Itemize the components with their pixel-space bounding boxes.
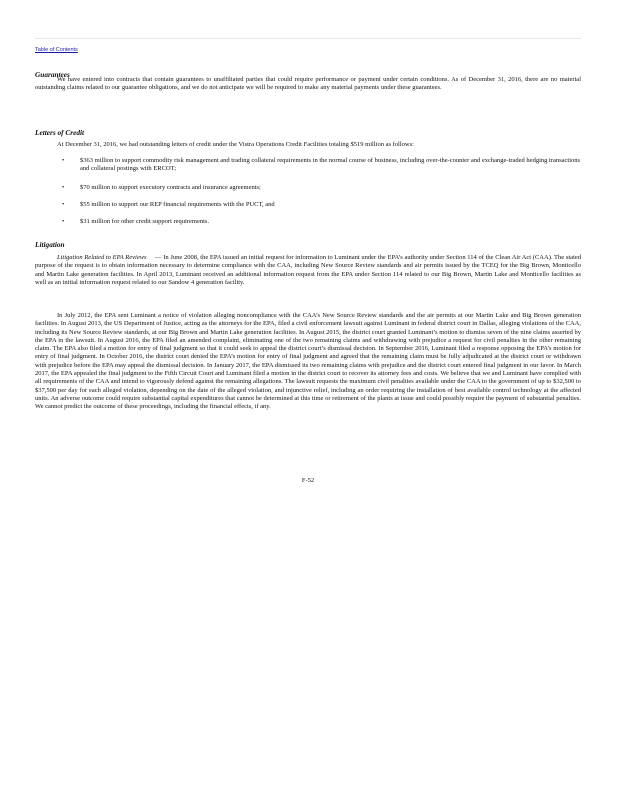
table-of-contents-link[interactable]: Table of Contents xyxy=(35,47,78,53)
bullet-text: $31 million for other credit support requirements. xyxy=(80,218,210,226)
bullet-icon: • xyxy=(62,200,65,208)
bullet-text: $70 million to support executory contracts and insurance agreements; xyxy=(80,183,261,191)
litigation-paragraph-2: In July 2012, the EPA sent Luminant a notice of violation alleging noncompliance with the CAA’s New Source Review standards and the air permits at our Martin Lake and Big Brown generation facilities. In August 2013, the US Department of Justice, acting as the attorneys for the EPA, filed a civil enforcement lawsuit against Luminant in federal district court in Dallas, alleging violations of the CAA, including its New Source Review standards, at our Big Brown and Martin Lake generation facilities. In August 2015, the district court granted Luminant’s motion to dismiss seven of the nine claims asserted by the EPA in the lawsuit. In August 2016, the EPA filed an amended complaint, eliminating one of the two remaining claims and withdrawing with prejudice a request for civil penalties in the other remaining claim. The EPA also filed a motion for entry of final judgment so that it could seek to appeal the district court’s dismissal decision. In September 2016, Luminant filed a response opposing the EPA’s motion for entry of final judgment. In October 2016, the district court denied the EPA’s motion for entry of final judgment and agreed that the remaining claim must be fully adjudicated at the district court or withdrawn with prejudice before the EPA may appeal the dismissal decision. In January 2017, the EPA dismissed its two remaining claims with prejudice and the district court entered final judgment in our favor. In March 2017, the EPA appealed the final judgment to the Fifth Circuit Court and Luminant filed a motion in the district court to recover its attorney fees and costs. We believe that we and Luminant have complied with all requirements of the CAA and intend to vigorously defend against the remaining allegations. The lawsuit requests the maximum civil penalties available under the CAA to the government of up to $32,500 to $37,500 per day for each alleged violation, depending on the date of the alleged violation, and injunctive relief, including an order requiring the installation of best available control technology at the affected units. An adverse outcome could require substantial capital expenditures that cannot be determined at this time or retirement of the plants at issue and could possibly require the payment of substantial penalties. We cannot predict the outcome of these proceedings, including the financial effects, if any. xyxy=(35,312,581,411)
bullet-icon: • xyxy=(62,183,65,191)
bullet-text: $55 million to support our REP financial requirements with the PUCT, and xyxy=(80,200,275,208)
bullet-icon: • xyxy=(62,157,65,164)
guarantees-paragraph: We have entered into contracts that contain guarantees to unaffiliated parties that could require performance or payment under certain conditions. As of December 31, 2016, there are no material outstanding claims related to our guarantee obligations, and we do not anticipate we will be required to make any material payments under these guarantees. xyxy=(35,76,581,92)
page-number: F-52 xyxy=(301,477,315,484)
letters-of-credit-intro: At December 31, 2016, we had outstanding letters of credit under the Vistra Operations Credit Facilities totaling $519 million as follows: xyxy=(57,141,414,148)
litigation-heading: Litigation xyxy=(35,240,65,249)
list-item xyxy=(35,218,581,226)
list-item xyxy=(35,201,581,209)
bullet-text: $363 million to support commodity risk management and trading collateral requirements in the normal course of business, including over-the-counter and exchange-traded hedging transactions and collateral postings with ERCOT; xyxy=(80,157,581,173)
list-item xyxy=(35,184,581,192)
epa-reviews-text: — In June 2008, the EPA issued an initial request for information to Luminant under the EPA’s authority under Section 114 of the Clean Air Act (CAA). The stated purpose of the request is to obtain information necessary to determine compliance with the CAA, including New Source Review standards and air permits issued by the TCEQ for the Big Brown, Monticello and Martin Lake generation facilities. In April 2013, Luminant received an additional information request from the EPA under Section 114 related to our Big Brown, Martin Lake and Monticello facilities as well as an initial information request related to our Sandow 4 generation facility. xyxy=(35,254,582,286)
credit-bullet-list xyxy=(35,157,581,226)
list-item xyxy=(35,157,581,174)
guarantees-heading: Guarantees xyxy=(35,70,70,79)
bullet-icon: • xyxy=(62,218,65,226)
letters-of-credit-heading: Letters of Credit xyxy=(35,128,85,137)
header-divider xyxy=(35,38,581,39)
litigation-paragraph-1 xyxy=(35,254,581,287)
epa-reviews-subheading: Litigation Related to EPA Reviews xyxy=(57,254,147,261)
